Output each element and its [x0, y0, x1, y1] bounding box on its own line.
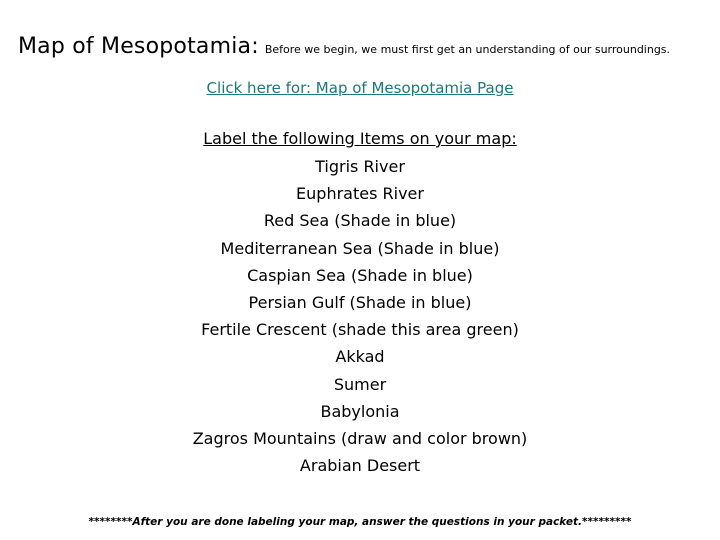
footer-instructions: ********After you are done labeling your map, answer the questions in your packet.********* — [88, 516, 632, 528]
page-title: Map of Mesopotamia: — [18, 34, 259, 59]
page-subtitle: Before we begin, we must first get an understanding of our surroundings. — [264, 43, 671, 56]
list-item: Arabian Desert — [299, 456, 421, 476]
list-heading: Label the following Items on your map: — [203, 129, 517, 148]
map-page-link[interactable]: Click here for: Map of Mesopotamia Page — [206, 79, 514, 97]
list-item: Euphrates River — [296, 184, 424, 204]
label-items-list — [0, 153, 720, 479]
list-item: Persian Gulf (Shade in blue) — [248, 292, 472, 312]
list-item: Akkad — [335, 347, 385, 367]
page-header — [18, 34, 708, 59]
list-item: Mediterranean Sea (Shade in blue) — [220, 238, 500, 258]
list-item: Tigris River — [315, 157, 405, 176]
list-item: Zagros Mountains (draw and color brown) — [192, 428, 528, 448]
list-item: Red Sea (Shade in blue) — [263, 211, 457, 231]
list-item: Sumer — [333, 374, 387, 394]
list-item: Caspian Sea (Shade in blue) — [247, 265, 473, 285]
list-item: Babylonia — [320, 401, 400, 421]
list-item: Fertile Crescent (shade this area green) — [201, 320, 519, 340]
